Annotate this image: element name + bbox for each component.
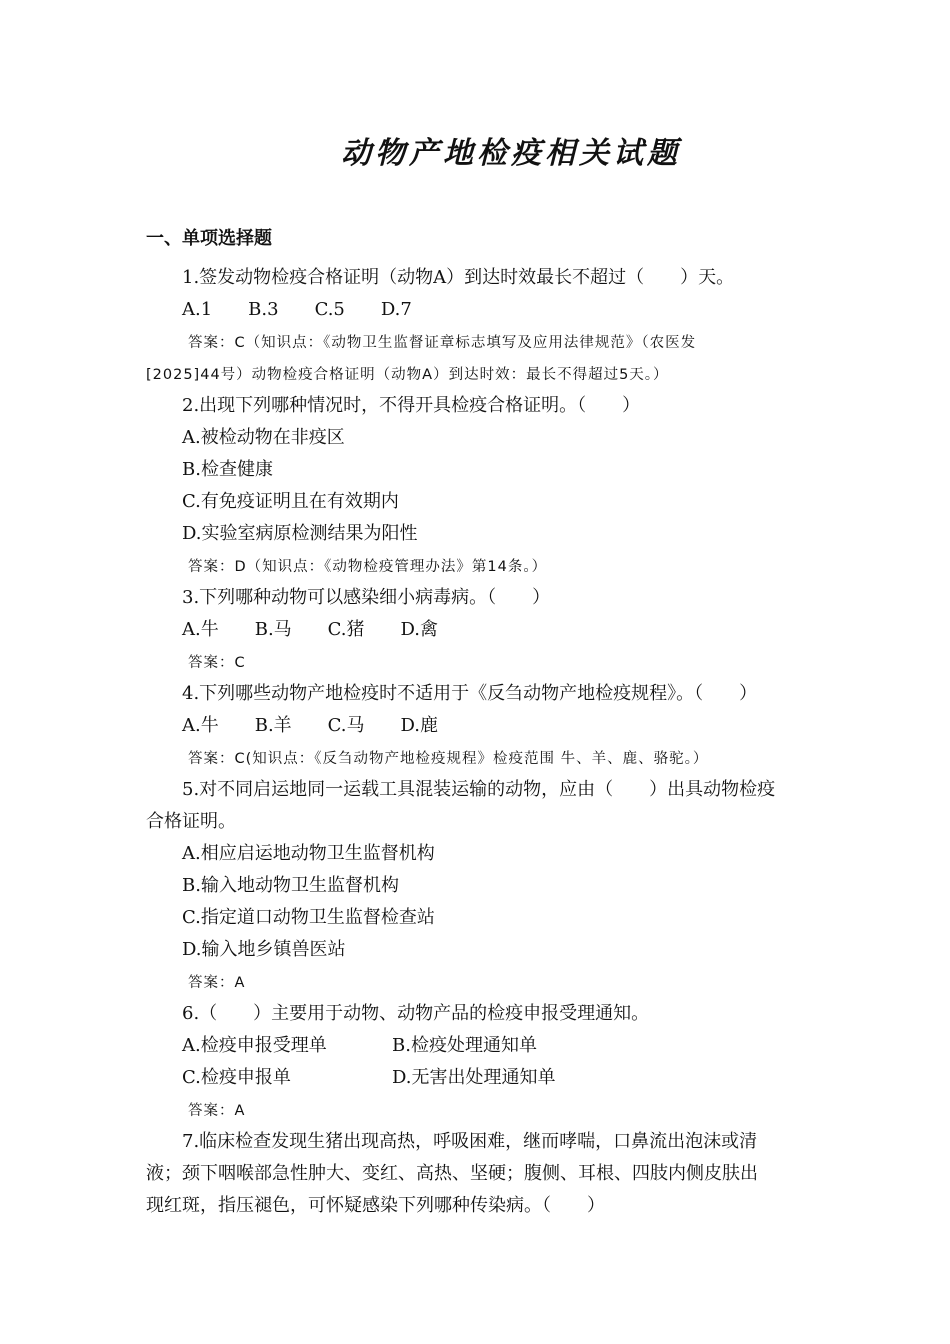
question-5-option-b: B.输入地动物卫生监督机构 <box>182 875 399 896</box>
question-2-option-c: C.有免疫证明且在有效期内 <box>182 491 399 512</box>
question-6-stem: 6.（ ）主要用于动物、动物产品的检疫申报受理通知。 <box>182 1003 650 1024</box>
question-2-answer: 答案：D（知识点：《动物检疫管理办法》第14条。） <box>188 559 548 575</box>
question-5-stem: 5.对不同启运地同一运载工具混装运输的动物，应由（ ）出具动物检疫 <box>182 779 776 800</box>
question-3-answer: 答案：C <box>188 655 246 671</box>
question-2-option-a: A.被检动物在非疫区 <box>182 427 345 448</box>
question-2-option-d: D.实验室病原检测结果为阳性 <box>182 523 418 544</box>
question-5-option-d: D.输入地乡镇兽医站 <box>182 939 346 960</box>
question-6-option-a: A.检疫申报受理单 <box>182 1035 327 1056</box>
question-6-option-b: B.检疫处理通知单 <box>392 1035 537 1056</box>
question-7-stem-cont-2: 现红斑，指压褪色，可怀疑感染下列哪种传染病。（ ） <box>146 1195 605 1216</box>
question-6-answer: 答案：A <box>188 1103 246 1119</box>
question-4-options: A.牛 B.羊 C.马 D.鹿 <box>182 715 439 736</box>
question-5-option-a: A.相应启运地动物卫生监督机构 <box>182 843 435 864</box>
question-2-stem: 2.出现下列哪种情况时，不得开具检疫合格证明。（ ） <box>182 395 641 416</box>
question-6-option-c: C.检疫申报单 <box>182 1067 291 1088</box>
question-4-answer: 答案：C(知识点：《反刍动物产地检疫规程》检疫范围 牛、羊、鹿、骆驼。） <box>188 751 709 767</box>
question-1-answer: 答案：C（知识点：《动物卫生监督证章标志填写及应用法律规范》（农医发 <box>188 335 697 351</box>
question-4-stem: 4.下列哪些动物产地检疫时不适用于《反刍动物产地检疫规程》。（ ） <box>182 683 758 704</box>
question-1-answer-cont: [2025]44号）动物检疫合格证明（动物A）到达时效：最长不得超过5天。） <box>146 367 669 383</box>
question-3-options: A.牛 B.马 C.猪 D.禽 <box>182 619 439 640</box>
question-1-options: A.1 B.3 C.5 D.7 <box>182 299 412 320</box>
question-6-option-d: D.无害出处理通知单 <box>392 1067 556 1088</box>
question-5-option-c: C.指定道口动物卫生监督检查站 <box>182 907 435 928</box>
question-5-stem-cont: 合格证明。 <box>146 811 236 832</box>
question-2-option-b: B.检查健康 <box>182 459 273 480</box>
question-3-stem: 3.下列哪种动物可以感染细小病毒病。（ ） <box>182 587 551 608</box>
question-7-stem: 7.临床检查发现生猪出现高热，呼吸困难，继而哮喘，口鼻流出泡沫或清 <box>182 1131 758 1152</box>
question-5-answer: 答案：A <box>188 975 246 991</box>
question-7-stem-cont-1: 液；颈下咽喉部急性肿大、变红、高热、坚硬；腹侧、耳根、四肢内侧皮肤出 <box>146 1163 758 1184</box>
section-heading: 一、单项选择题 <box>146 228 272 249</box>
question-1-stem: 1.签发动物检疫合格证明（动物A）到达时效最长不超过（ ）天。 <box>182 267 735 288</box>
document-title: 动物产地检疫相关试题 <box>341 136 681 171</box>
